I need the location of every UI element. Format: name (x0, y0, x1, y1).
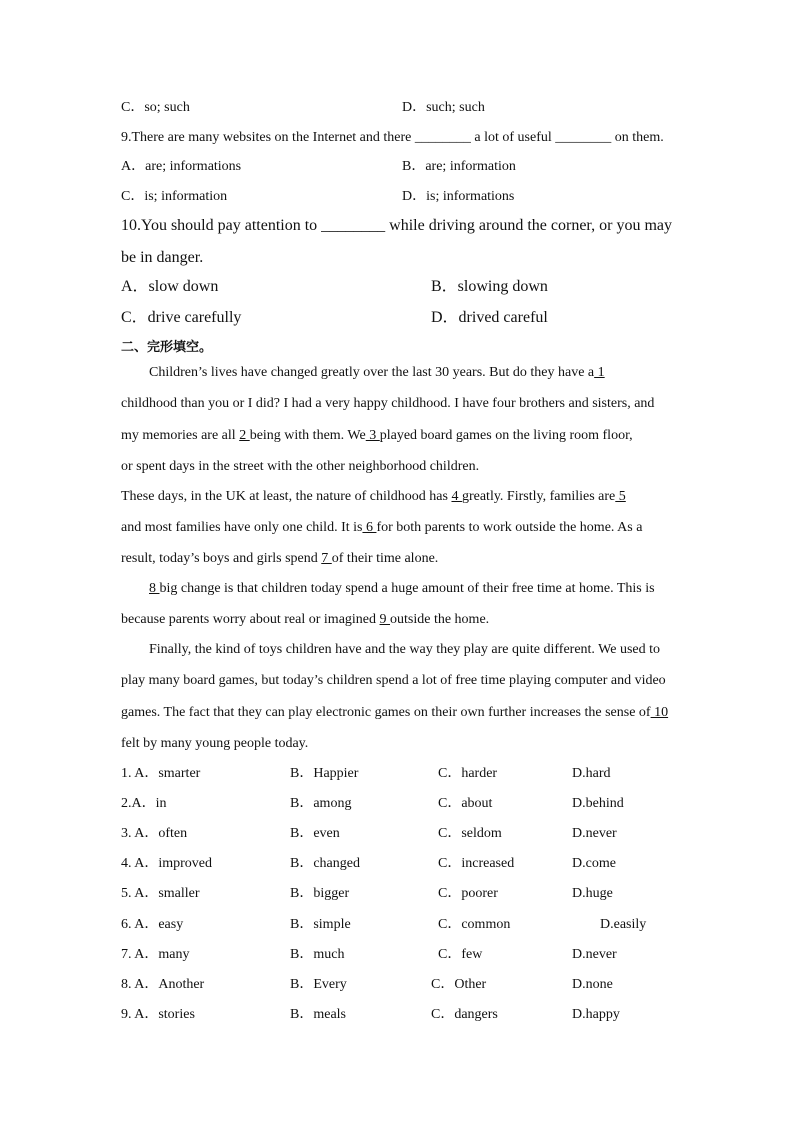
option-8-b: B．Every (290, 977, 347, 992)
q9-option-c: C．is; information (121, 189, 228, 204)
option-6-d: D.easily (600, 917, 647, 932)
option-5-b: B．bigger (290, 886, 350, 901)
option-8-c: C．Other (431, 977, 487, 992)
blank-7: 7 (321, 551, 332, 566)
option-3-b: B．even (290, 826, 340, 841)
option-6-b: B．simple (290, 917, 351, 932)
passage-p4-line4: felt by many young people today. (121, 736, 309, 751)
q8-option-d: D．such; such (402, 100, 485, 115)
option-5-d: D.huge (572, 886, 613, 901)
option-4-d: D.come (572, 856, 616, 871)
q10-option-c: C．drive carefully (121, 309, 242, 326)
option-7-b: B．much (290, 947, 345, 962)
option-6-c: C．common (438, 917, 511, 932)
blank-2: 2 (239, 428, 250, 443)
option-9-c: C．dangers (431, 1007, 498, 1022)
blank-3: 3 (365, 428, 380, 443)
q9-option-a: A．are; informations (121, 159, 242, 174)
passage-p2-line2: and most families have only one child. It is 6 for both parents to work outside the home. As a (121, 520, 643, 535)
option-9-d: D.happy (572, 1007, 620, 1022)
option-2-b: B．among (290, 796, 352, 811)
option-5-c: C．poorer (438, 886, 498, 901)
option-9-b: B．meals (290, 1007, 346, 1022)
option-1-a: 1. A．smarter (121, 766, 201, 781)
q9-option-b: B．are; information (402, 159, 516, 174)
option-3-d: D.never (572, 826, 617, 841)
option-1-c: C．harder (438, 766, 498, 781)
passage-p3-line2: because parents worry about real or imagined 9 outside the home. (121, 612, 490, 627)
blank-4: 4 (451, 489, 462, 504)
passage-p1-line4: or spent days in the street with the other neighborhood children. (121, 459, 480, 474)
q10-option-d: D．drived careful (431, 309, 548, 326)
option-6-a: 6. A．easy (121, 917, 184, 932)
blank-6: 6 (362, 520, 377, 535)
option-8-a: 8. A．Another (121, 977, 205, 992)
passage-p4-line1: Finally, the kind of toys children have and the way they play are quite different. We used to (149, 642, 661, 657)
option-2-c: C．about (438, 796, 493, 811)
passage-p2-line3: result, today’s boys and girls spend 7 of their time alone. (121, 551, 439, 566)
passage-p1-line2: childhood than you or I did? I had a very happy childhood. I have four brothers and sisters, and (121, 396, 655, 411)
q9-stem: 9.There are many websites on the Internet and there ________ a lot of useful ________ on them. (121, 130, 664, 145)
option-4-b: B．changed (290, 856, 360, 871)
passage-p2-line1: These days, in the UK at least, the nature of childhood has 4 greatly. Firstly, families are 5 (121, 489, 626, 504)
section-heading: 二、完形填空。 (121, 340, 213, 355)
blank-8: 8 (149, 581, 160, 596)
option-2-d: D.behind (572, 796, 624, 811)
option-1-b: B．Happier (290, 766, 359, 781)
option-9-a: 9. A．stories (121, 1007, 195, 1022)
option-4-c: C．increased (438, 856, 515, 871)
passage-p4-line3: games. The fact that they can play electronic games on their own further increases the sense of 10 (121, 705, 669, 720)
passage-p4-line2: play many board games, but today’s children spend a lot of free time playing computer and video (121, 673, 666, 688)
option-5-a: 5. A．smaller (121, 886, 200, 901)
option-4-a: 4. A．improved (121, 856, 212, 871)
option-3-a: 3. A．often (121, 826, 188, 841)
q10-option-b: B．slowing down (431, 278, 548, 295)
option-3-c: C．seldom (438, 826, 502, 841)
passage-p3-line1: 8 big change is that children today spend a huge amount of their free time at home. This is (149, 581, 655, 596)
option-2-a: 2.A．in (121, 796, 167, 811)
q10-stem-line1: 10.You should pay attention to ________ while driving around the corner, or you may (121, 217, 672, 234)
option-7-d: D.never (572, 947, 617, 962)
q10-stem-line2: be in danger. (121, 249, 204, 266)
option-1-d: D.hard (572, 766, 611, 781)
blank-9: 9 (379, 612, 391, 627)
q9-option-d: D．is; informations (402, 189, 515, 204)
blank-1: 1 (594, 365, 605, 380)
option-7-c: C．few (438, 947, 483, 962)
blank-5: 5 (615, 489, 626, 504)
option-8-d: D.none (572, 977, 613, 992)
option-7-a: 7. A．many (121, 947, 190, 962)
q10-option-a: A．slow down (121, 278, 219, 295)
passage-p1-line3: my memories are all 2 being with them. We 3 played board games on the living room floor, (121, 428, 633, 443)
q8-option-c: C．so; such (121, 100, 190, 115)
blank-10: 10 (650, 705, 669, 720)
passage-p1-line1: Children’s lives have changed greatly over the last 30 years. But do they have a 1 (149, 365, 605, 380)
